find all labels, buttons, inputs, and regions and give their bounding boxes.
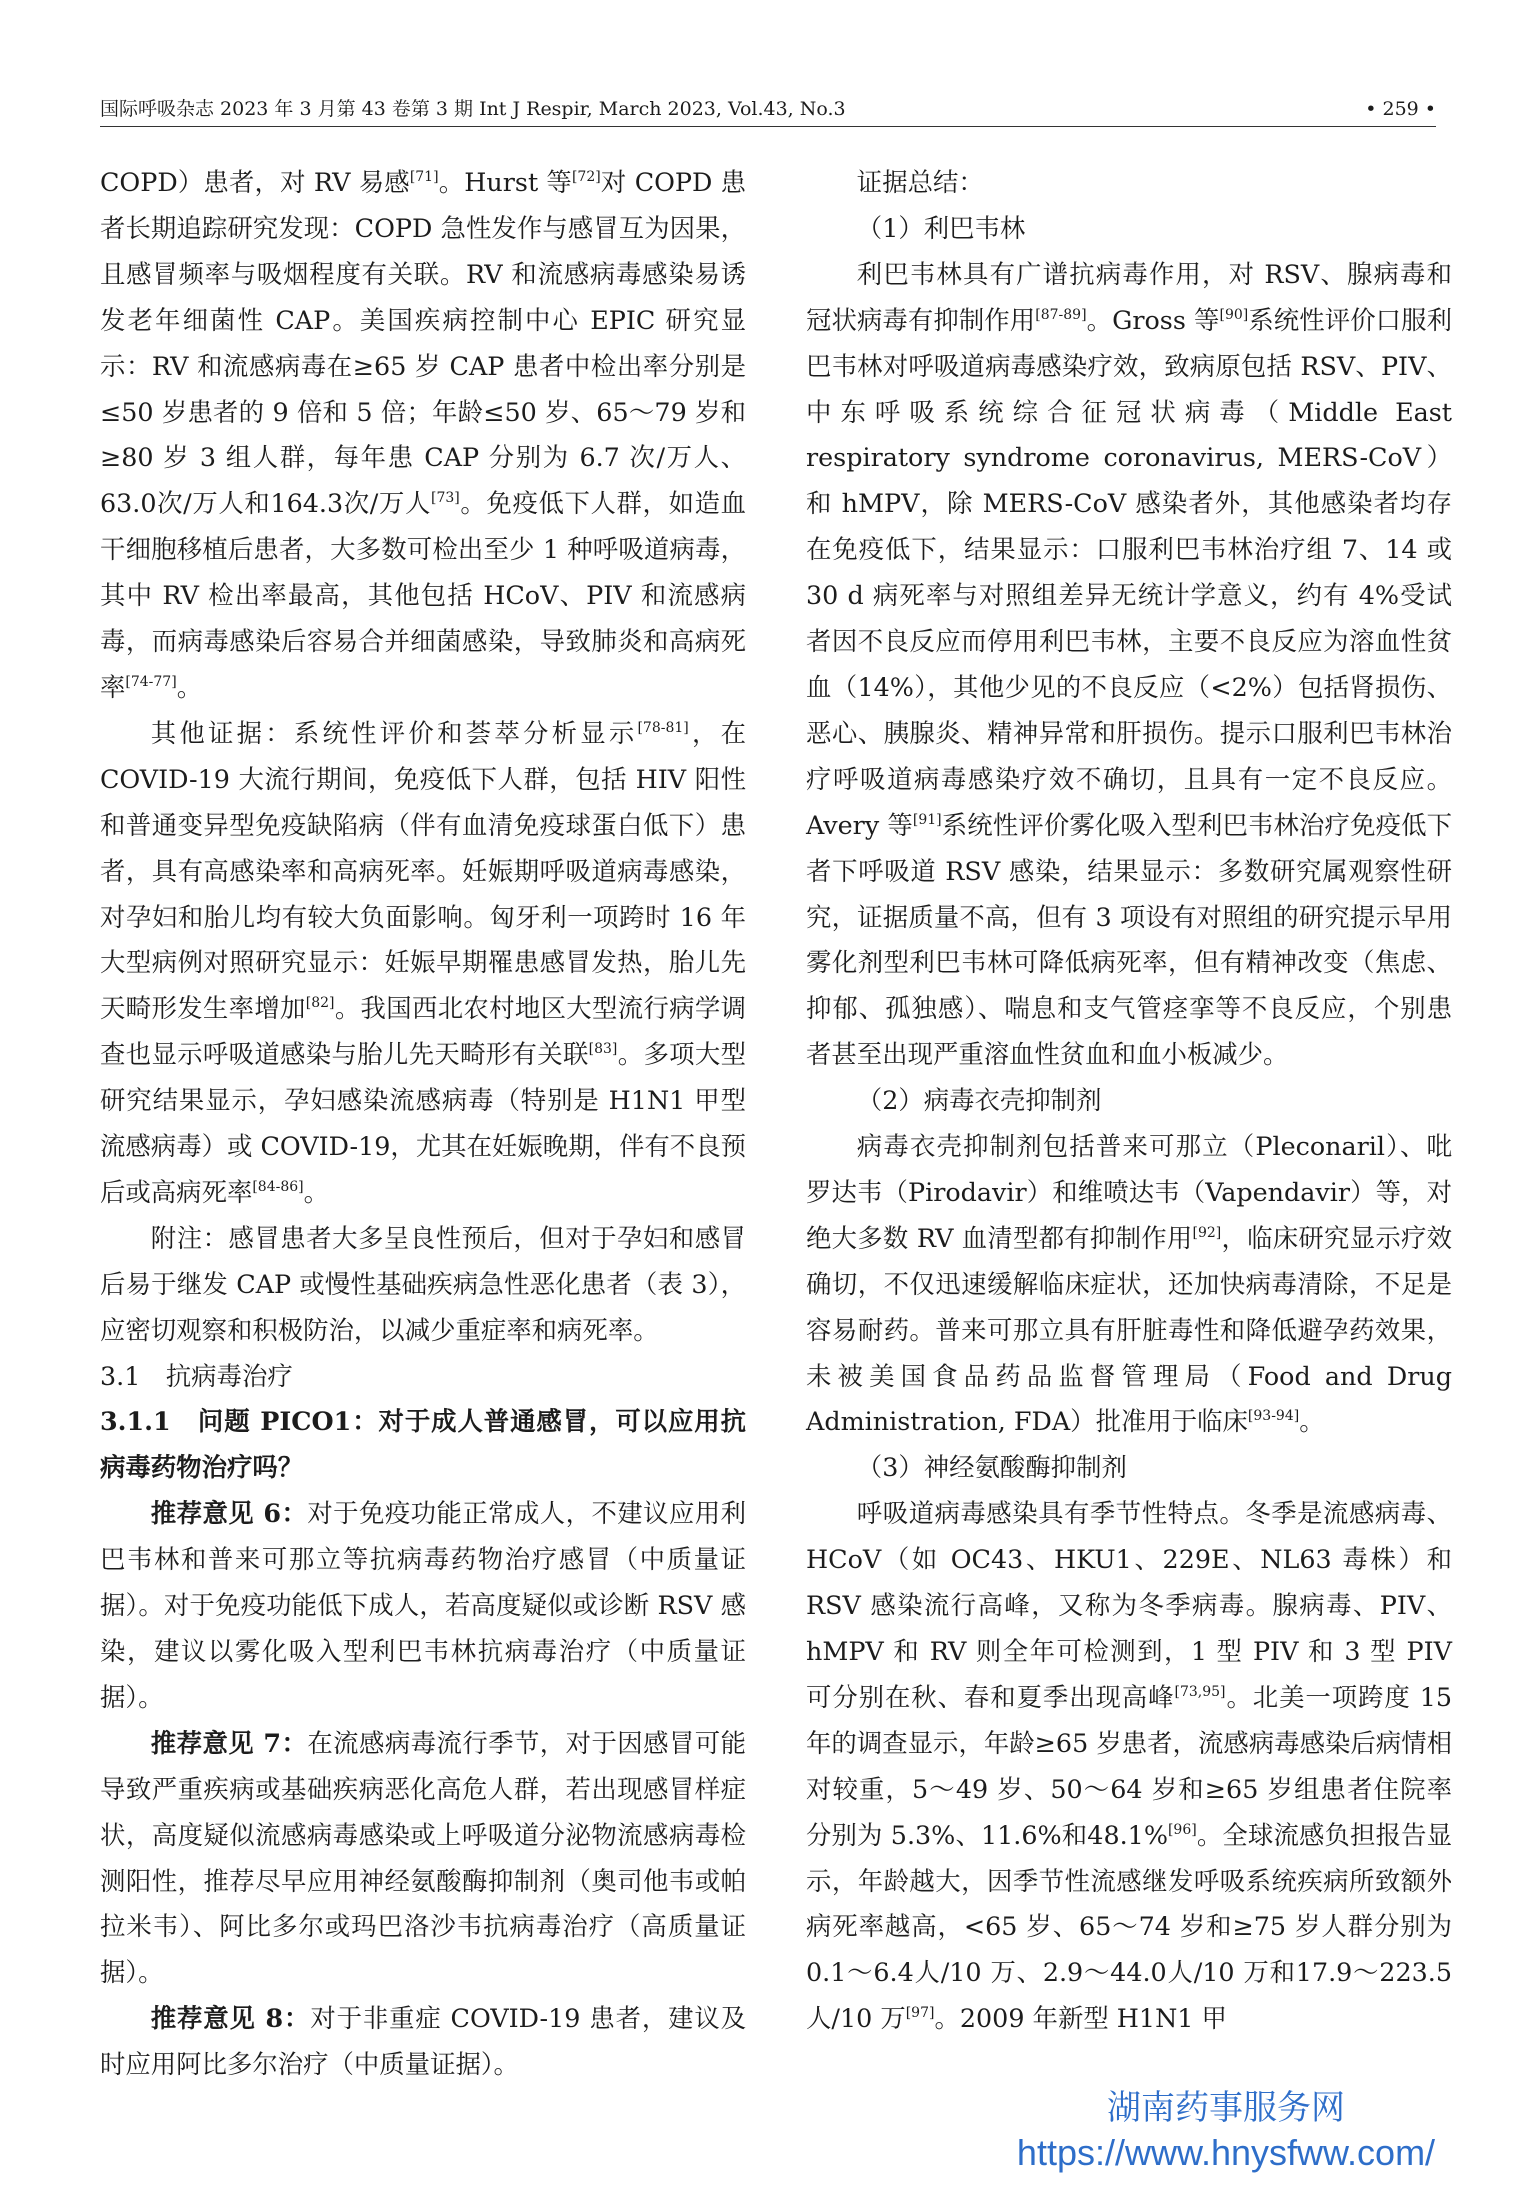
watermark-site-name: 湖南药事服务网 <box>1107 2089 1345 2127</box>
section-heading-3-1: 3.1 抗病毒治疗 <box>100 1360 293 1391</box>
paragraph-note: 附注：感冒患者大多呈良性预后，但对于孕妇和感冒后易于继发 CAP 或慢性基础疾病急性恶化患者（表 3），应密切观察和积极防治，以减少重症率和病死率。 <box>100 1222 746 1345</box>
citation-ref[interactable]: [92] <box>1192 1224 1222 1241</box>
citation-ref[interactable]: [97] <box>905 2005 935 2022</box>
citation-ref[interactable]: [82] <box>305 995 335 1012</box>
citation-ref[interactable]: [83] <box>588 1041 618 1058</box>
paragraph-ribavirin: 利巴韦林具有广谱抗病毒作用，对 RSV、腺病毒和冠状病毒有抑制作用[87-89]。Gross 等[90]系统性评价口服利巴韦林对呼吸道病毒感染疗效，致病原包括 RSV、PIV、中东呼吸系统综合征冠状病毒（Middle East respiratory syndrome coronavirus, MERS-CoV）和 hMPV，除 MERS-CoV 感染者外，其他感染者均存在免疫低下，结果显示：口服利巴韦林治疗组 7、14 或 30 d 病死率与对照组差异无统计学意义，约有 4%受试者因不良反应而停用利巴韦林，主要不良反应为溶血性贫血（14%），其他少见的不良反应（<2%）包括肾损伤、恶心、胰腺炎、精神异常和肝损伤。提示口服利巴韦林治疗呼吸道病毒感染疗效不确切，且具有一定不良反应。Avery 等[91]系统性评价雾化吸入型利巴韦林治疗免疫低下者下呼吸道 RSV 感染，结果显示：多数研究属观察性研究，证据质量不高，但有 3 项设有对照组的研究提示早用雾化剂型利巴韦林可降低病死率，但有精神改变（焦虑、抑郁、孤独感）、喘息和支气管痉挛等不良反应，个别患者甚至出现严重溶血性贫血和血小板减少。 <box>806 258 1453 1070</box>
watermark-url[interactable]: https://www.hnysfww.com/ <box>1016 2132 1436 2173</box>
recommendation-7: 推荐意见 7：在流感病毒流行季节，对于因感冒可能导致严重疾病或基础疾病恶化高危人群，若出现感冒样症状，高度疑似流感病毒感染或上呼吸道分泌物流感病毒检测阳性，推荐尽早应用神经氨酸酶抑制剂（奥司他韦或帕拉米韦）、阿比多尔或玛巴洛沙韦抗病毒治疗（高质量证据）。 <box>100 1727 747 1988</box>
evidence-summary-label: 证据总结： <box>856 167 984 197</box>
subheading-capsid-inhibitors: （2）病毒衣壳抑制剂 <box>856 1085 1102 1116</box>
paragraph-neuraminidase: 呼吸道病毒感染具有季节性特点。冬季是流感病毒、HCoV（如 OC43、HKU1、229E、NL63 毒株）和 RSV 感染流行高峰，又称为冬季病毒。腺病毒、PIV、hMPV 和 RV 则全年可检测到，1 型 PIV 和 3 型 PIV 可分别在秋、春和夏季出现高峰[73,95]。北美一项跨度 15 年的调查显示，年龄≥65 岁患者，流感病毒感染后病情相对较重，5～49 岁、50～64 岁和≥65 岁组患者住院率分别为 5.3%、11.6%和48.1%[96]。全球流感负担报告显示，年龄越大，因季节性流感继发呼吸系统疾病所致额外病死率越高，<65 岁、65～74 岁和≥75 岁人群分别为0.1～6.4人/10 万、2.9～44.0人/10 万和17.9～223.5人/10 万[97]。2009 年新型 H1N1 甲 <box>806 1498 1453 2034</box>
citation-ref[interactable]: [72] <box>571 169 601 185</box>
running-header <box>100 92 1436 127</box>
page-number: • 259 • <box>1365 98 1436 120</box>
paragraph-capsid-inhibitors: 病毒衣壳抑制剂包括普来可那立（Pleconaril）、吡罗达韦（Pirodavir）和维喷达韦（Vapendavir）等，对绝大多数 RV 血清型都有抑制作用[92]，临床研究显示疗效确切，不仅迅速缓解临床症状，还加快病毒清除，不足是容易耐药。普来可那立具有肝脏毒性和降低避孕药效果，未被美国食品药品监督管理局（Food and Drug Administration, FDA）批准用于临床[93-94]。 <box>806 1131 1452 1437</box>
citation-ref[interactable]: [84-86] <box>252 1178 304 1195</box>
left-column <box>100 160 746 2088</box>
section-heading-3-1-1: 3.1.1 问题 PICO1：对于成人普通感冒，可以应用抗病毒药物治疗吗？ <box>100 1406 746 1483</box>
citation-ref[interactable]: [73] <box>431 490 460 507</box>
watermark <box>996 2086 1456 2176</box>
journal-citation: 国际呼吸杂志 2023 年 3 月第 43 卷第 3 期 Int J Respir, March 2023, Vol.43, No.3 <box>100 98 846 120</box>
citation-ref[interactable]: [96] <box>1167 1821 1197 1838</box>
citation-ref[interactable]: [93-94] <box>1247 1408 1300 1425</box>
subheading-neuraminidase-inhibitors: （3）神经氨酸酶抑制剂 <box>856 1452 1127 1483</box>
citation-ref[interactable]: [91] <box>912 811 942 828</box>
citation-ref[interactable]: [74-77] <box>125 673 177 690</box>
right-column <box>806 160 1452 2042</box>
recommendation-6: 推荐意见 6：对于免疫功能正常成人，不建议应用利巴韦林和普来可那立等抗病毒药物治疗感冒（中质量证据）。对于免疫功能低下成人，若高度疑似或诊断 RSV 感染，建议以雾化吸入型利巴韦林抗病毒治疗（中质量证据）。 <box>100 1498 747 1712</box>
citation-ref[interactable]: [71] <box>409 169 439 185</box>
citation-ref[interactable]: [90] <box>1219 306 1249 323</box>
citation-ref[interactable]: [73,95] <box>1174 1683 1226 1700</box>
citation-ref[interactable]: [78-81] <box>637 719 689 736</box>
subheading-ribavirin: （1）利巴韦林 <box>856 212 1026 243</box>
paragraph-copd-rv: COPD）患者，对 RV 易感[71]。Hurst 等[72]对 COPD 患者长期追踪研究发现：COPD 急性发作与感冒互为因果，且感冒频率与吸烟程度有关联。RV 和流感病毒感染易诱发老年细菌性 CAP。美国疾病控制中心 EPIC 研究显示：RV 和流感病毒在≥65 岁 CAP 患者中检出率分别是≤50 岁患者的 9 倍和 5 倍；年龄≤50 岁、65～79 岁和≥80 岁 3 组人群，每年患 CAP 分别为 6.7 次/万人、63.0次/万人和164.3次/万人[73]。免疫低下人群，如造血干细胞移植后患者，大多数可检出至少 1 种呼吸道病毒，其中 RV 检出率最高，其他包括 HCoV、PIV 和流感病毒，而病毒感染后容易合并细菌感染，导致肺炎和高病死率[74-77]。 <box>100 167 747 702</box>
recommendation-8: 推荐意见 8：对于非重症 COVID-19 患者，建议及时应用阿比多尔治疗（中质量证据）。 <box>100 2003 746 2080</box>
citation-ref[interactable]: [87-89] <box>1035 306 1087 323</box>
paragraph-other-evidence: 其他证据：系统性评价和荟萃分析显示[78-81]，在 COVID-19 大流行期间，免疫低下人群，包括 HIV 阳性和普通变异型免疫缺陷病（伴有血清免疫球蛋白低下）患者，具有高感染率和高病死率。妊娠期呼吸道病毒感染，对孕妇和胎儿均有较大负面影响。匈牙利一项跨时 16 年大型病例对照研究显示：妊娠早期罹患感冒发热，胎儿先天畸形发生率增加[82]。我国西北农村地区大型流行病学调查也显示呼吸道感染与胎儿先天畸形有关联[83]。多项大型研究结果显示，孕妇感染流感病毒（特别是 H1N1 甲型流感病毒）或 COVID-19，尤其在妊娠晚期，伴有不良预后或高病死率[84-86]。 <box>100 717 747 1207</box>
